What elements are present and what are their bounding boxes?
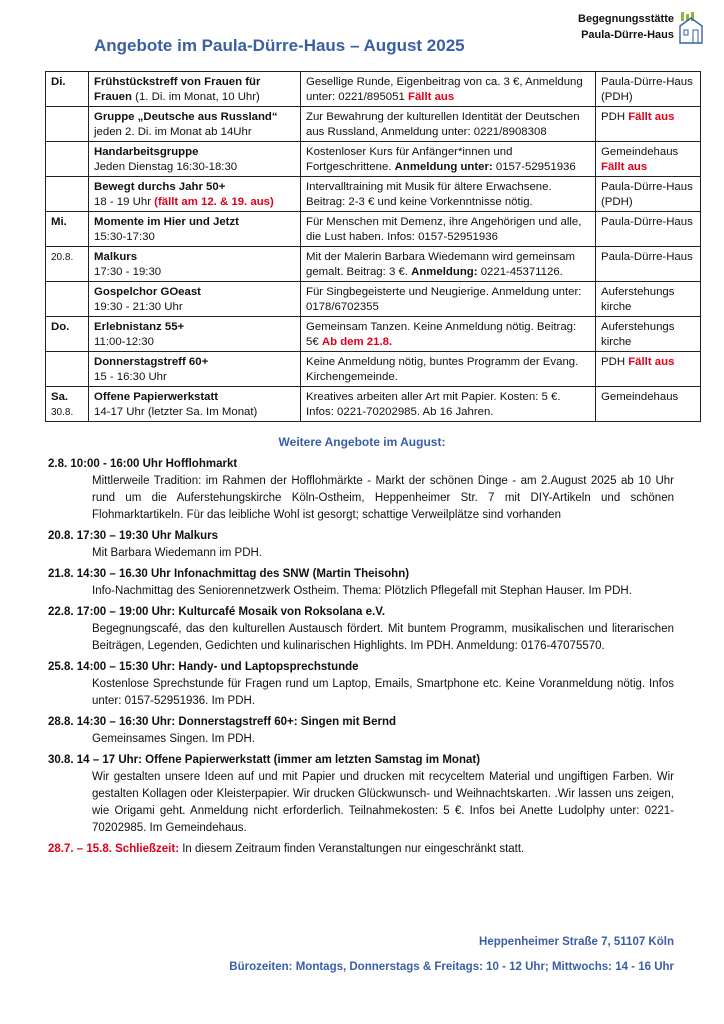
more-offers-heading: Weitere Angebote im August: <box>278 435 446 449</box>
description-text: Zur Bewahrung der kulturellen Identität der Deutschen aus Russland, Anmeldung unter: 0221/8908308 <box>306 111 580 138</box>
event-description: Gemeinsames Singen. Im PDH. <box>92 733 255 745</box>
offer-title <box>94 285 296 300</box>
day-label: Do. <box>51 321 70 333</box>
description-cell <box>301 142 596 177</box>
description-text: Gemeinsam Tanzen. Keine Anmeldung nötig. Beitrag: 5€ <box>306 321 577 348</box>
schedule-row <box>46 282 701 317</box>
schedule-row <box>46 177 701 212</box>
offer-time-line <box>94 300 296 315</box>
place-text: Auferstehungs kirche <box>601 321 675 348</box>
schedule-row <box>46 107 701 142</box>
offer-title <box>94 215 296 230</box>
place-text: PDH <box>601 356 629 368</box>
place-cell <box>596 317 701 352</box>
offer-name: Bewegt durchs Jahr 50+ <box>94 181 226 193</box>
offer-title <box>94 355 296 370</box>
offer-cell <box>89 107 301 142</box>
offer-title <box>94 145 296 160</box>
day-label: Di. <box>51 76 66 88</box>
place-cell <box>596 247 701 282</box>
description-after: 0221-45371126. <box>477 266 563 278</box>
offer-cell <box>89 282 301 317</box>
place-cell <box>596 387 701 422</box>
event-heading: 28.8. 14:30 – 16:30 Uhr: Donnerstagstreff 60+: Singen mit Bernd <box>48 716 396 728</box>
offer-time-line <box>94 335 296 350</box>
offer-cell <box>89 317 301 352</box>
offer-cell <box>89 142 301 177</box>
event-heading: 30.8. 14 – 17 Uhr: Offene Papierwerkstatt (immer am letzten Samstag im Monat) <box>48 754 481 766</box>
place-cell <box>596 282 701 317</box>
event-description: Mittlerweile Tradition: im Rahmen der Hofflohmärkte - Markt der schönen Dinge - am 2.August 2025 ab 10 Uhr rund um die Auferstehungskirche Köln-Ostheim, Heppenheimer Str. 7 mit DIY-Artikeln und schönen Flohmarktartikeln. Für das leibliche Wohl ist gesorgt; schattige Verweilplätze sind vorhanden <box>92 475 674 521</box>
offer-time: jeden 2. Di. im Monat ab 14Uhr <box>94 126 252 138</box>
offer-time: 19:30 - 21:30 Uhr <box>94 301 183 313</box>
description-cell <box>301 282 596 317</box>
description-bold: Anmeldung: <box>411 266 478 278</box>
offer-name: Gruppe „Deutsche aus Russland“ <box>94 111 278 123</box>
offer-cell <box>89 72 301 107</box>
place-text: Paula-Dürre-Haus (PDH) <box>601 76 693 103</box>
event-description: Info-Nachmittag des Seniorennetzwerk Ostheim. Thema: Plötzlich Pflegefall mit Stephan Hauser. Im PDH. <box>92 585 632 597</box>
description-text: Für Menschen mit Demenz, ihre Angehörigen und alle, die Lust haben. Infos: 0157-52951936 <box>306 216 582 243</box>
house-logo-icon <box>678 12 704 44</box>
day-cell <box>46 72 89 107</box>
day-label: Sa. <box>51 391 69 403</box>
description-cell <box>301 212 596 247</box>
place-cell <box>596 142 701 177</box>
day-cell <box>46 107 89 142</box>
description-text: Kostenloser Kurs für Anfänger*innen und Fortgeschrittene. <box>306 146 513 173</box>
offer-name: Momente im Hier und Jetzt <box>94 216 239 228</box>
place-cell <box>596 177 701 212</box>
place-text: Paula-Dürre-Haus <box>601 216 693 228</box>
offer-name: Erlebnistanz 55+ <box>94 321 185 333</box>
event-heading: 22.8. 17:00 – 19:00 Uhr: Kulturcafé Mosaik von Roksolana e.V. <box>48 606 386 618</box>
offer-time-line <box>94 195 296 210</box>
offer-title <box>94 180 296 195</box>
place-cell <box>596 72 701 107</box>
event-heading: 21.8. 14:30 – 16.30 Uhr Infonachmittag des SNW (Martin Theisohn) <box>48 568 410 580</box>
description-text: Keine Anmeldung nötig, buntes Programm der Evang. Kirchengemeinde. <box>306 356 579 383</box>
offer-time-line <box>94 230 296 245</box>
description-bold: Anmeldung unter: <box>394 161 493 173</box>
event-description: Mit Barbara Wiedemann im PDH. <box>92 547 262 559</box>
place-alert: Fällt aus <box>601 161 648 173</box>
place-text: Gemeindehaus <box>601 391 679 403</box>
schedule-row <box>46 317 701 352</box>
offer-name: Malkurs <box>94 251 138 263</box>
date-label: 30.8. <box>51 407 74 418</box>
footer-office-hours: Bürozeiten: Montags, Donnerstags & Freitags: 10 - 12 Uhr; Mittwochs: 14 - 16 Uhr <box>229 961 674 973</box>
day-cell <box>46 212 89 247</box>
description-alert: Fällt aus <box>407 91 455 103</box>
description-alert: Ab dem 21.8. <box>321 336 393 348</box>
day-cell <box>46 317 89 352</box>
offer-time: Jeden Dienstag 16:30-18:30 <box>94 161 238 173</box>
offer-title <box>94 320 296 335</box>
day-label: Mi. <box>51 216 67 228</box>
description-text: Für Singbegeisterte und Neugierige. Anmeldung unter: 0178/6702355 <box>306 286 582 313</box>
description-after: 0157-52951936 <box>492 161 576 173</box>
day-cell <box>46 177 89 212</box>
offer-title <box>94 75 296 105</box>
offer-time-line <box>94 370 296 385</box>
place-cell <box>596 352 701 387</box>
place-alert: Fällt aus <box>628 111 675 123</box>
logo-line-2: Paula-Dürre-Haus <box>581 29 674 41</box>
offer-time-alert: (fällt am 12. & 19. aus) <box>154 196 274 208</box>
event-description: Begegnungscafé, das den kulturellen Austausch fördert. Mit buntem Programm, musikalischen und literarischen Beiträgen, Legenden, Gedichten und kulinarischen Highlights. Im PDH. Anmeldung: 0176-47075570. <box>92 623 674 652</box>
place-text: Paula-Dürre-Haus <box>601 251 693 263</box>
closure-period: 28.7. – 15.8. Schließzeit: <box>48 843 180 855</box>
event-description: Wir gestalten unsere Ideen auf und mit Papier und drucken mit recyceltem Material und ungiftigen Farben. Wir gestalten Kollagen oder Kleisterpapier. Wir drucken Glückwunsch- und Weihnachtskarten. .Wir lassen uns zeigen, wie Origami geht. Anmeldung nicht erforderlich. Teilnahmekosten: 5 €. Infos bei Anette Ludolphy unter: 0221-70202985. Im Gemeindehaus. <box>92 771 674 834</box>
offer-time: 15 - 16:30 Uhr <box>94 371 167 383</box>
offer-name: Handarbeitsgruppe <box>94 146 199 158</box>
day-cell <box>46 387 89 422</box>
description-text: Kreatives arbeiten aller Art mit Papier. Kosten: 5 €. Infos: 0221-70202985. Ab 16 Jahren. <box>306 391 561 418</box>
offer-cell <box>89 247 301 282</box>
logo-text <box>572 11 674 43</box>
offer-name: Donnerstagstreff 60+ <box>94 356 209 368</box>
description-cell <box>301 72 596 107</box>
schedule-row <box>46 142 701 177</box>
offer-time-line <box>94 125 296 140</box>
offer-cell <box>89 352 301 387</box>
schedule-row <box>46 212 701 247</box>
offer-title <box>94 110 296 125</box>
schedule-table <box>45 71 701 422</box>
description-text: Gesellige Runde, Eigenbeitrag von ca. 3 €, Anmeldung unter: 0221/895051 <box>306 76 583 103</box>
offer-name: Frühstückstreff von Frauen für Frauen <box>94 76 261 103</box>
closure-notice <box>48 841 674 858</box>
offer-time-line <box>94 160 296 175</box>
place-cell <box>596 212 701 247</box>
day-cell <box>46 352 89 387</box>
offer-cell <box>89 177 301 212</box>
description-cell <box>301 352 596 387</box>
offer-cell <box>89 212 301 247</box>
event-heading: 20.8. 17:30 – 19:30 Uhr Malkurs <box>48 530 219 542</box>
offer-time: 15:30-17:30 <box>94 231 155 243</box>
place-text: Gemeindehaus <box>601 146 679 158</box>
description-cell <box>301 387 596 422</box>
page-title: Angebote im Paula-Dürre-Haus – August 2025 <box>94 36 465 55</box>
description-text: Mit der Malerin Barbara Wiedemann wird gemeinsam gemalt. Beitrag: 3 €. <box>306 251 576 278</box>
description-cell <box>301 177 596 212</box>
event-heading: 25.8. 14:00 – 15:30 Uhr: Handy- und Laptopsprechstunde <box>48 661 359 673</box>
description-text: Intervalltraining mit Musik für ältere Erwachsene. Beitrag: 2-3 € und keine Vorkenntnisse nötig. <box>306 181 552 208</box>
offer-cell <box>89 387 301 422</box>
event-list <box>48 452 674 858</box>
offer-time: 14-17 Uhr (letzter Sa. Im Monat) <box>94 406 258 418</box>
offer-time-line <box>94 405 296 420</box>
date-label: 20.8. <box>51 252 74 263</box>
place-alert: Fällt aus <box>628 356 675 368</box>
place-text: PDH <box>601 111 629 123</box>
logo-line-1: Begegnungsstätte <box>578 13 674 25</box>
event-heading: 2.8. 10:00 - 16:00 Uhr Hofflohmarkt <box>48 458 238 470</box>
schedule-row <box>46 247 701 282</box>
description-cell <box>301 317 596 352</box>
day-cell <box>46 142 89 177</box>
day-cell <box>46 282 89 317</box>
offer-note: (1. Di. im Monat, 10 Uhr) <box>131 91 260 103</box>
offer-time: 11:00-12:30 <box>94 336 154 348</box>
description-cell <box>301 107 596 142</box>
offer-time-line <box>94 265 296 280</box>
offer-title <box>94 390 296 405</box>
offer-time: 18 - 19 Uhr <box>94 196 155 208</box>
place-text: Paula-Dürre-Haus (PDH) <box>601 181 693 208</box>
offer-title <box>94 250 296 265</box>
offer-name: Gospelchor GOeast <box>94 286 201 298</box>
description-cell <box>301 247 596 282</box>
offer-name: Offene Papierwerkstatt <box>94 391 219 403</box>
schedule-row <box>46 352 701 387</box>
footer-address: Heppenheimer Straße 7, 51107 Köln <box>479 936 674 948</box>
schedule-row <box>46 387 701 422</box>
offer-time: 17:30 - 19:30 <box>94 266 162 278</box>
place-cell <box>596 107 701 142</box>
closure-text: In diesem Zeitraum finden Veranstaltungen nur eingeschränkt statt. <box>179 843 525 855</box>
place-text: Auferstehungs kirche <box>601 286 675 313</box>
schedule-row <box>46 72 701 107</box>
event-description: Kostenlose Sprechstunde für Fragen rund um Laptop, Emails, Smartphone etc. Keine Voranmeldung nötig. Infos unter: 0157-52951936. Im PDH. <box>92 678 674 707</box>
day-cell <box>46 247 89 282</box>
